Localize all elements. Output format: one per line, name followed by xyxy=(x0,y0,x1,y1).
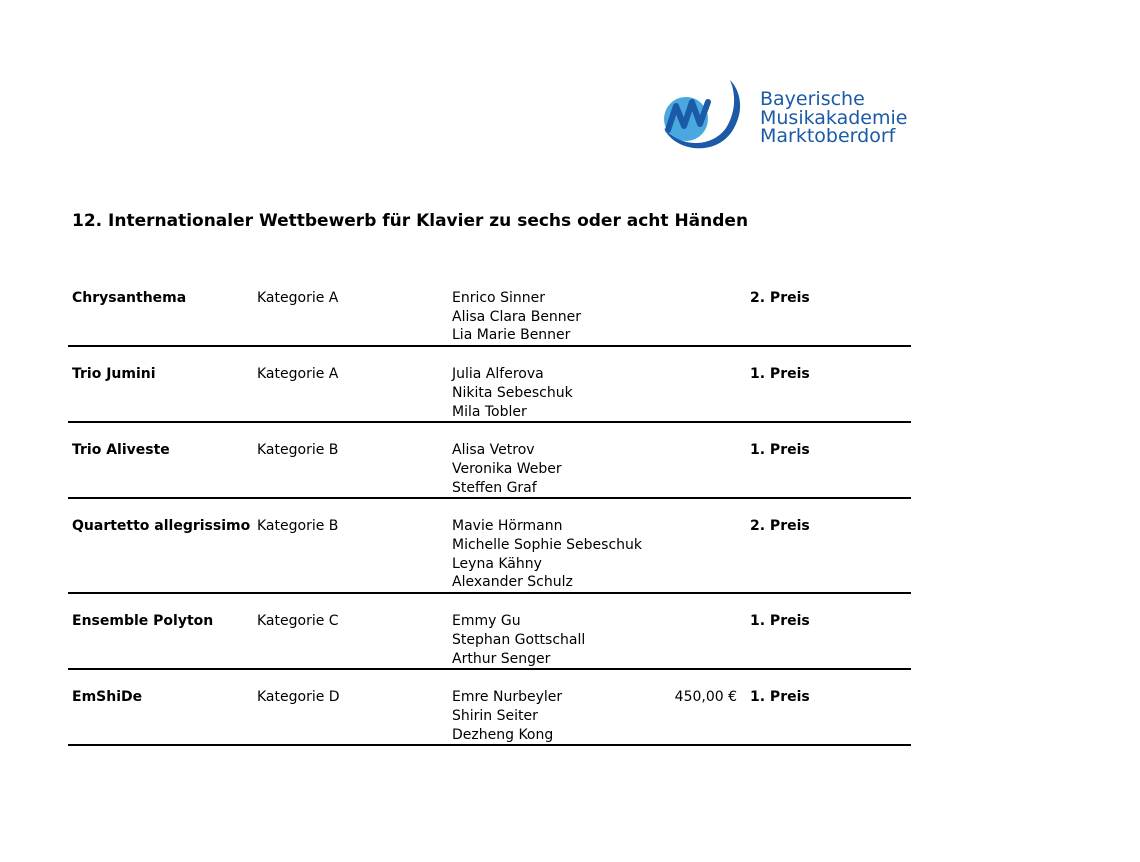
results-table xyxy=(68,289,911,746)
member-name: Emre Nurbeyler xyxy=(452,689,563,706)
member-name: Alisa Vetrov xyxy=(452,442,535,459)
ensemble-name: Trio Jumini xyxy=(72,366,156,383)
member-name: Steffen Graf xyxy=(452,479,537,496)
member-list xyxy=(452,289,1140,345)
category-label: Kategorie A xyxy=(257,366,339,383)
member-name: Enrico Sinner xyxy=(452,290,545,306)
prize-label: 1. Preis xyxy=(750,613,810,630)
academy-logo xyxy=(660,78,920,158)
result-row xyxy=(68,517,911,594)
logo-line-2: Musikakademie xyxy=(760,106,908,129)
ensemble-name: Trio Aliveste xyxy=(72,442,170,459)
member-name: Michelle Sophie Sebeschuk xyxy=(452,537,643,554)
category-label: Kategorie B xyxy=(257,518,339,535)
member-name: Emmy Gu xyxy=(452,613,521,630)
academy-logo-mark xyxy=(660,78,746,158)
prize-label: 1. Preis xyxy=(750,442,810,459)
category-label: Kategorie B xyxy=(257,442,339,459)
page-title: 12. Internationaler Wettbewerb für Klavier zu sechs oder acht Händen xyxy=(72,211,749,231)
member-name: Julia Alferova xyxy=(452,366,544,383)
member-list xyxy=(452,517,1140,592)
ensemble-name: Chrysanthema xyxy=(72,290,187,306)
member-list xyxy=(452,688,1140,744)
result-row xyxy=(68,688,911,746)
prize-label: 2. Preis xyxy=(750,290,810,306)
result-row xyxy=(68,441,911,499)
category-label: Kategorie C xyxy=(257,613,339,630)
category-label: Kategorie A xyxy=(257,290,339,306)
logo-line-1: Bayerische xyxy=(760,88,865,110)
prize-label: 2. Preis xyxy=(750,518,810,535)
member-name: Veronika Weber xyxy=(452,460,562,477)
member-name: Dezheng Kong xyxy=(452,726,554,743)
member-name: Shirin Seiter xyxy=(452,707,538,724)
member-name: Arthur Senger xyxy=(452,650,551,667)
logo-text xyxy=(760,90,907,146)
member-name: Lia Marie Benner xyxy=(452,327,571,344)
category-label: Kategorie D xyxy=(257,689,340,706)
member-name: Alisa Clara Benner xyxy=(452,308,582,325)
member-name: Alexander Schulz xyxy=(452,574,573,591)
result-row xyxy=(68,612,911,670)
member-list xyxy=(452,612,1140,668)
result-row xyxy=(68,289,911,347)
member-name: Leyna Kähny xyxy=(452,555,542,572)
logo-line-3: Marktoberdorf xyxy=(760,125,896,147)
member-list xyxy=(452,365,1140,421)
member-name: Stephan Gottschall xyxy=(452,631,586,648)
ensemble-name: Quartetto allegrissimo xyxy=(72,518,251,535)
prize-label: 1. Preis xyxy=(750,366,810,383)
member-name: Mila Tobler xyxy=(452,403,527,420)
prize-money: 450,00 € xyxy=(674,689,737,706)
prize-label: 1. Preis xyxy=(750,689,810,706)
member-list xyxy=(452,441,1140,497)
ensemble-name: EmShiDe xyxy=(72,689,143,706)
ensemble-name: Ensemble Polyton xyxy=(72,613,214,630)
result-row xyxy=(68,365,911,423)
member-name: Nikita Sebeschuk xyxy=(452,384,573,401)
member-name: Mavie Hörmann xyxy=(452,518,563,535)
